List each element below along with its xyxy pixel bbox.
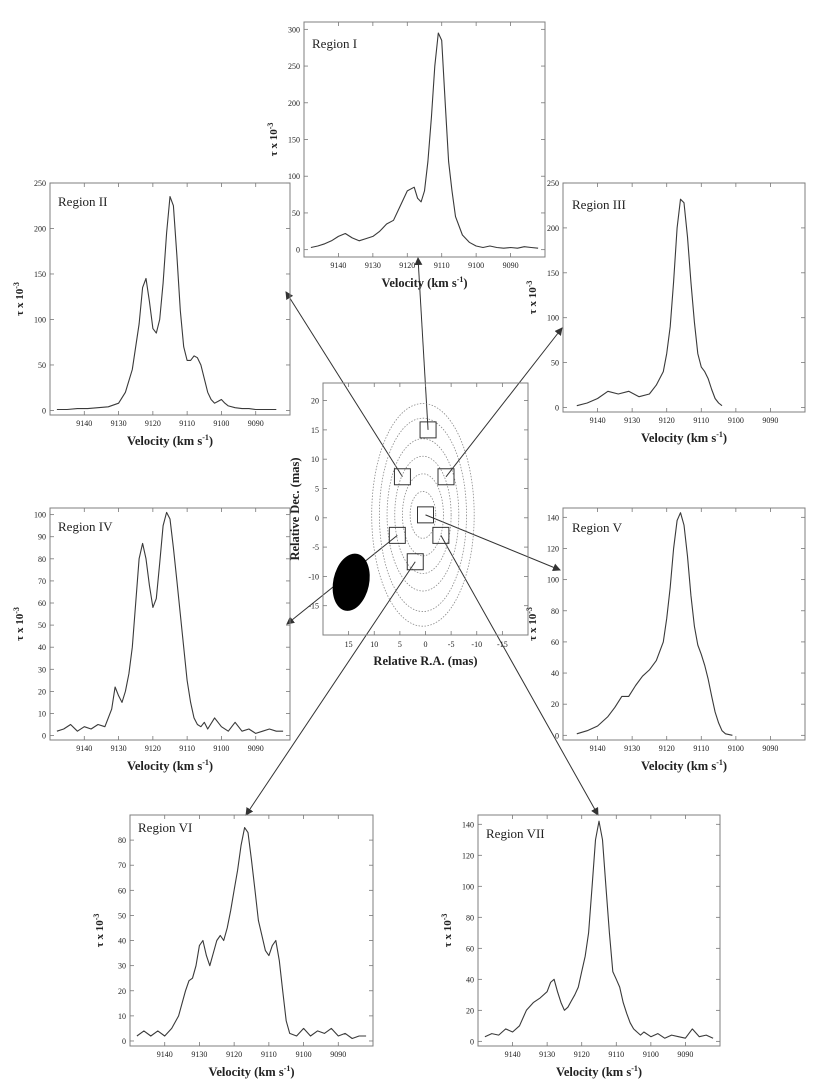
y-axis-label-sup: -3 [525, 607, 534, 614]
y-tick-label: 30 [38, 665, 46, 675]
x-tick-label: 9130 [539, 1050, 556, 1059]
spectrum-panel-2 [12, 179, 290, 448]
x-axis-label [556, 1064, 642, 1079]
y-tick-label: 100 [547, 313, 559, 323]
y-tick-label: 40 [466, 975, 474, 985]
plot-frame [50, 508, 290, 740]
x-axis-label [208, 1064, 294, 1079]
spectrum-panel-6 [92, 815, 373, 1079]
y-tick-label: 140 [547, 513, 559, 523]
x-tick-label: 9140 [504, 1050, 521, 1059]
contour-level [379, 418, 466, 611]
spectrum-panel-5 [525, 508, 805, 773]
contour-level [410, 491, 436, 538]
x-tick-label: 9120 [573, 1050, 590, 1059]
x-axis-label [641, 758, 727, 773]
y-axis-label-sup: -3 [525, 280, 534, 288]
panel-title: Region III [572, 197, 626, 212]
x-tick-label: 9110 [693, 744, 710, 753]
panel-title: Region V [572, 520, 622, 535]
y-tick-label: 200 [288, 98, 300, 108]
x-tick-label: -10 [471, 640, 483, 649]
plot-frame [130, 815, 373, 1046]
x-tick-label: 9120 [226, 1050, 243, 1059]
arrow-region-2 [286, 292, 402, 477]
spectrum-line [577, 199, 722, 406]
spectrum-panel-4 [12, 508, 290, 773]
x-tick-label: 9110 [608, 1050, 625, 1059]
y-tick-label: 100 [34, 315, 46, 325]
y-tick-label: 100 [547, 575, 559, 585]
y-tick-label: 0 [42, 731, 46, 741]
x-axis-label-sup: -1 [283, 1064, 291, 1073]
y-axis-label [92, 914, 106, 948]
y-tick-label: 250 [547, 179, 559, 188]
x-tick-label: 9130 [191, 1050, 208, 1059]
x-tick-label: 9100 [213, 744, 230, 753]
y-axis-label-text: τ x 10 [14, 613, 26, 641]
x-tick-label: 9130 [624, 416, 641, 425]
panel-title: Region VI [138, 820, 193, 835]
y-axis-label-text: τ x 10 [14, 288, 26, 316]
y-tick-label: 150 [34, 269, 46, 279]
y-tick-label: 60 [38, 599, 46, 609]
x-tick-label: 5 [397, 640, 402, 649]
y-tick-label: 0 [122, 1036, 126, 1046]
x-axis-label: Relative R.A. (mas) [373, 654, 478, 668]
x-axis-label-text: Velocity (km s [381, 276, 457, 290]
x-tick-label: 9140 [76, 744, 93, 753]
x-axis-label-close: ) [722, 431, 728, 445]
x-tick-label: 9120 [399, 261, 416, 270]
y-tick-label: 0 [555, 731, 559, 741]
y-tick-label: 80 [38, 554, 46, 564]
spectrum-line [577, 513, 733, 736]
x-tick-label: 9140 [589, 416, 606, 425]
y-axis-label-sup: -3 [12, 282, 21, 289]
y-axis-label-sup: -3 [12, 607, 21, 614]
y-tick-label: 20 [118, 986, 126, 996]
y-tick-label: 0 [555, 403, 559, 413]
x-tick-label: 0 [423, 640, 428, 649]
y-tick-label: 40 [551, 669, 559, 679]
x-tick-label: 9130 [364, 261, 381, 270]
y-tick-label: 100 [288, 172, 300, 182]
y-axis-label-text: τ x 10 [442, 920, 454, 948]
y-tick-label: 150 [288, 135, 300, 145]
y-tick-label: 80 [466, 913, 474, 923]
x-tick-label: 9120 [658, 744, 675, 753]
y-tick-label: 100 [462, 882, 474, 892]
y-axis-label [440, 914, 454, 948]
panel-title: Region IV [58, 519, 113, 534]
x-axis-label-sup: -1 [631, 1064, 638, 1073]
spectrum-line [57, 512, 283, 733]
x-tick-label: 9100 [213, 419, 230, 428]
y-axis-label [12, 607, 26, 641]
y-tick-label: 200 [34, 224, 46, 234]
x-tick-label: 10 [370, 640, 379, 649]
x-tick-label: 9140 [330, 261, 347, 270]
y-axis-label-sup: -3 [266, 122, 275, 130]
spectrum-line [485, 821, 713, 1038]
x-tick-label: -5 [447, 640, 455, 649]
spectrum-line [311, 33, 538, 248]
y-tick-label: -15 [308, 601, 319, 611]
contour-map [288, 383, 528, 668]
y-tick-label: 10 [118, 1011, 126, 1021]
plot-frame [50, 183, 290, 415]
x-axis-label-text: Velocity (km s [555, 1065, 632, 1079]
spectrum-panel-1 [266, 22, 545, 290]
y-tick-label: 0 [315, 513, 319, 523]
y-axis-label-text: τ x 10 [94, 920, 106, 948]
y-tick-label: -10 [308, 572, 319, 582]
x-axis-label-sup: -1 [202, 433, 209, 442]
y-axis-label [12, 282, 26, 316]
x-axis-label-text: Velocity (km s [640, 759, 717, 773]
panel-title: Region I [312, 36, 358, 51]
y-tick-label: 15 [311, 425, 319, 435]
y-tick-label: 120 [462, 851, 474, 861]
y-tick-label: 80 [551, 606, 559, 616]
y-axis-label [525, 281, 539, 315]
y-tick-label: 40 [118, 936, 126, 946]
y-axis-label: Relative Dec. (mas) [288, 457, 302, 561]
y-tick-label: 60 [551, 637, 559, 647]
x-tick-label: 9100 [295, 1050, 312, 1059]
y-axis-label [266, 123, 280, 157]
x-tick-label: 9110 [179, 744, 195, 753]
plot-frame [304, 22, 545, 257]
y-axis-label-text: τ x 10 [527, 613, 539, 641]
panels-layer [12, 22, 805, 1079]
x-tick-label: 9100 [642, 1050, 659, 1059]
y-tick-label: 5 [315, 484, 319, 494]
y-tick-label: 10 [311, 455, 319, 465]
arrow-region-5 [426, 515, 561, 570]
panel-title: Region VII [486, 826, 545, 841]
x-tick-label: 9130 [110, 419, 127, 428]
x-axis-label-close: ) [722, 759, 728, 773]
x-axis-label-sup: -1 [716, 430, 723, 439]
x-tick-label: 9090 [247, 744, 264, 753]
arrow-region-7 [441, 535, 598, 815]
y-tick-label: 90 [38, 532, 46, 542]
x-tick-label: 9140 [156, 1050, 173, 1059]
y-tick-label: 20 [38, 687, 46, 697]
x-tick-label: 9110 [433, 261, 450, 270]
y-tick-label: 70 [118, 861, 126, 871]
y-axis-label [525, 607, 539, 641]
spectrum-line [57, 197, 276, 410]
y-tick-label: 50 [38, 621, 46, 631]
y-tick-label: 20 [466, 1006, 474, 1016]
plot-frame [563, 508, 805, 740]
x-axis-label [381, 275, 467, 290]
y-axis-label-text: τ x 10 [527, 287, 539, 315]
plot-frame [563, 183, 805, 412]
x-tick-label: 9120 [658, 416, 675, 425]
x-tick-label: 9090 [247, 419, 264, 428]
y-axis-label-text: τ x 10 [268, 129, 280, 157]
y-tick-label: 250 [34, 179, 46, 188]
y-tick-label: 150 [547, 268, 559, 278]
spectrum-panel-7 [440, 815, 720, 1079]
y-tick-label: 10 [38, 709, 46, 719]
x-axis-label [641, 430, 727, 445]
y-tick-label: 20 [551, 700, 559, 710]
x-tick-label: 9130 [624, 744, 641, 753]
y-tick-label: -5 [312, 543, 319, 553]
x-tick-label: 9120 [144, 419, 161, 428]
x-axis-label-sup: -1 [456, 275, 464, 284]
x-tick-label: 9090 [502, 261, 519, 270]
y-tick-label: 100 [34, 510, 46, 520]
x-tick-label: 9130 [110, 744, 127, 753]
x-tick-label: 15 [344, 640, 353, 649]
y-tick-label: 80 [118, 836, 126, 846]
x-tick-label: 9100 [727, 416, 744, 425]
x-tick-label: 9090 [330, 1050, 347, 1059]
x-axis-label-close: ) [637, 1065, 643, 1079]
spectrum-panel-3 [525, 179, 805, 445]
y-tick-label: 200 [547, 223, 559, 233]
x-axis-label-close: ) [463, 276, 468, 290]
y-tick-label: 60 [118, 886, 126, 896]
x-axis-label [127, 433, 213, 448]
x-tick-label: 9100 [727, 744, 744, 753]
y-tick-label: 140 [462, 820, 474, 830]
arrow-region-3 [446, 328, 562, 477]
y-tick-label: 40 [38, 643, 46, 653]
x-axis-label-close: ) [290, 1065, 295, 1079]
y-tick-label: 20 [311, 396, 319, 406]
x-axis-label-text: Velocity (km s [126, 434, 203, 448]
x-axis-label-sup: -1 [202, 758, 209, 767]
x-tick-label: -15 [497, 640, 508, 649]
y-axis-label-sup: -3 [440, 913, 449, 921]
y-tick-label: 30 [118, 961, 126, 971]
x-tick-label: 9110 [261, 1050, 277, 1059]
x-tick-label: 9120 [144, 744, 161, 753]
y-tick-label: 50 [38, 360, 46, 370]
x-axis-label-close: ) [208, 759, 214, 773]
panel-title: Region II [58, 194, 108, 209]
y-tick-label: 250 [288, 62, 300, 72]
x-axis-label-text: Velocity (km s [126, 759, 203, 773]
spectrum-line [137, 828, 366, 1039]
y-tick-label: 50 [551, 358, 559, 368]
x-axis-label-text: Velocity (km s [640, 431, 717, 445]
x-tick-label: 9110 [179, 419, 195, 428]
x-tick-label: 9140 [76, 419, 93, 428]
y-tick-label: 70 [38, 576, 46, 586]
y-tick-label: 0 [42, 406, 46, 416]
y-tick-label: 60 [466, 944, 474, 954]
arrow-region-6 [246, 562, 415, 815]
y-tick-label: 50 [292, 208, 300, 218]
y-tick-label: 50 [118, 911, 126, 921]
y-tick-label: 0 [296, 245, 300, 255]
y-tick-label: 120 [547, 544, 559, 554]
x-tick-label: 9090 [762, 744, 779, 753]
x-tick-label: 9090 [762, 416, 779, 425]
x-axis-label-sup: -1 [716, 758, 723, 767]
x-tick-label: 9110 [693, 416, 710, 425]
x-tick-label: 9100 [468, 261, 485, 270]
plot-frame [478, 815, 720, 1046]
y-tick-label: 300 [288, 25, 300, 35]
x-tick-label: 9090 [677, 1050, 694, 1059]
y-tick-label: 0 [470, 1037, 474, 1047]
x-tick-label: 9140 [589, 744, 606, 753]
y-axis-label-sup: -3 [92, 913, 101, 921]
x-axis-label [127, 758, 213, 773]
x-axis-label-close: ) [208, 434, 214, 448]
x-axis-label-text: Velocity (km s [208, 1065, 284, 1079]
